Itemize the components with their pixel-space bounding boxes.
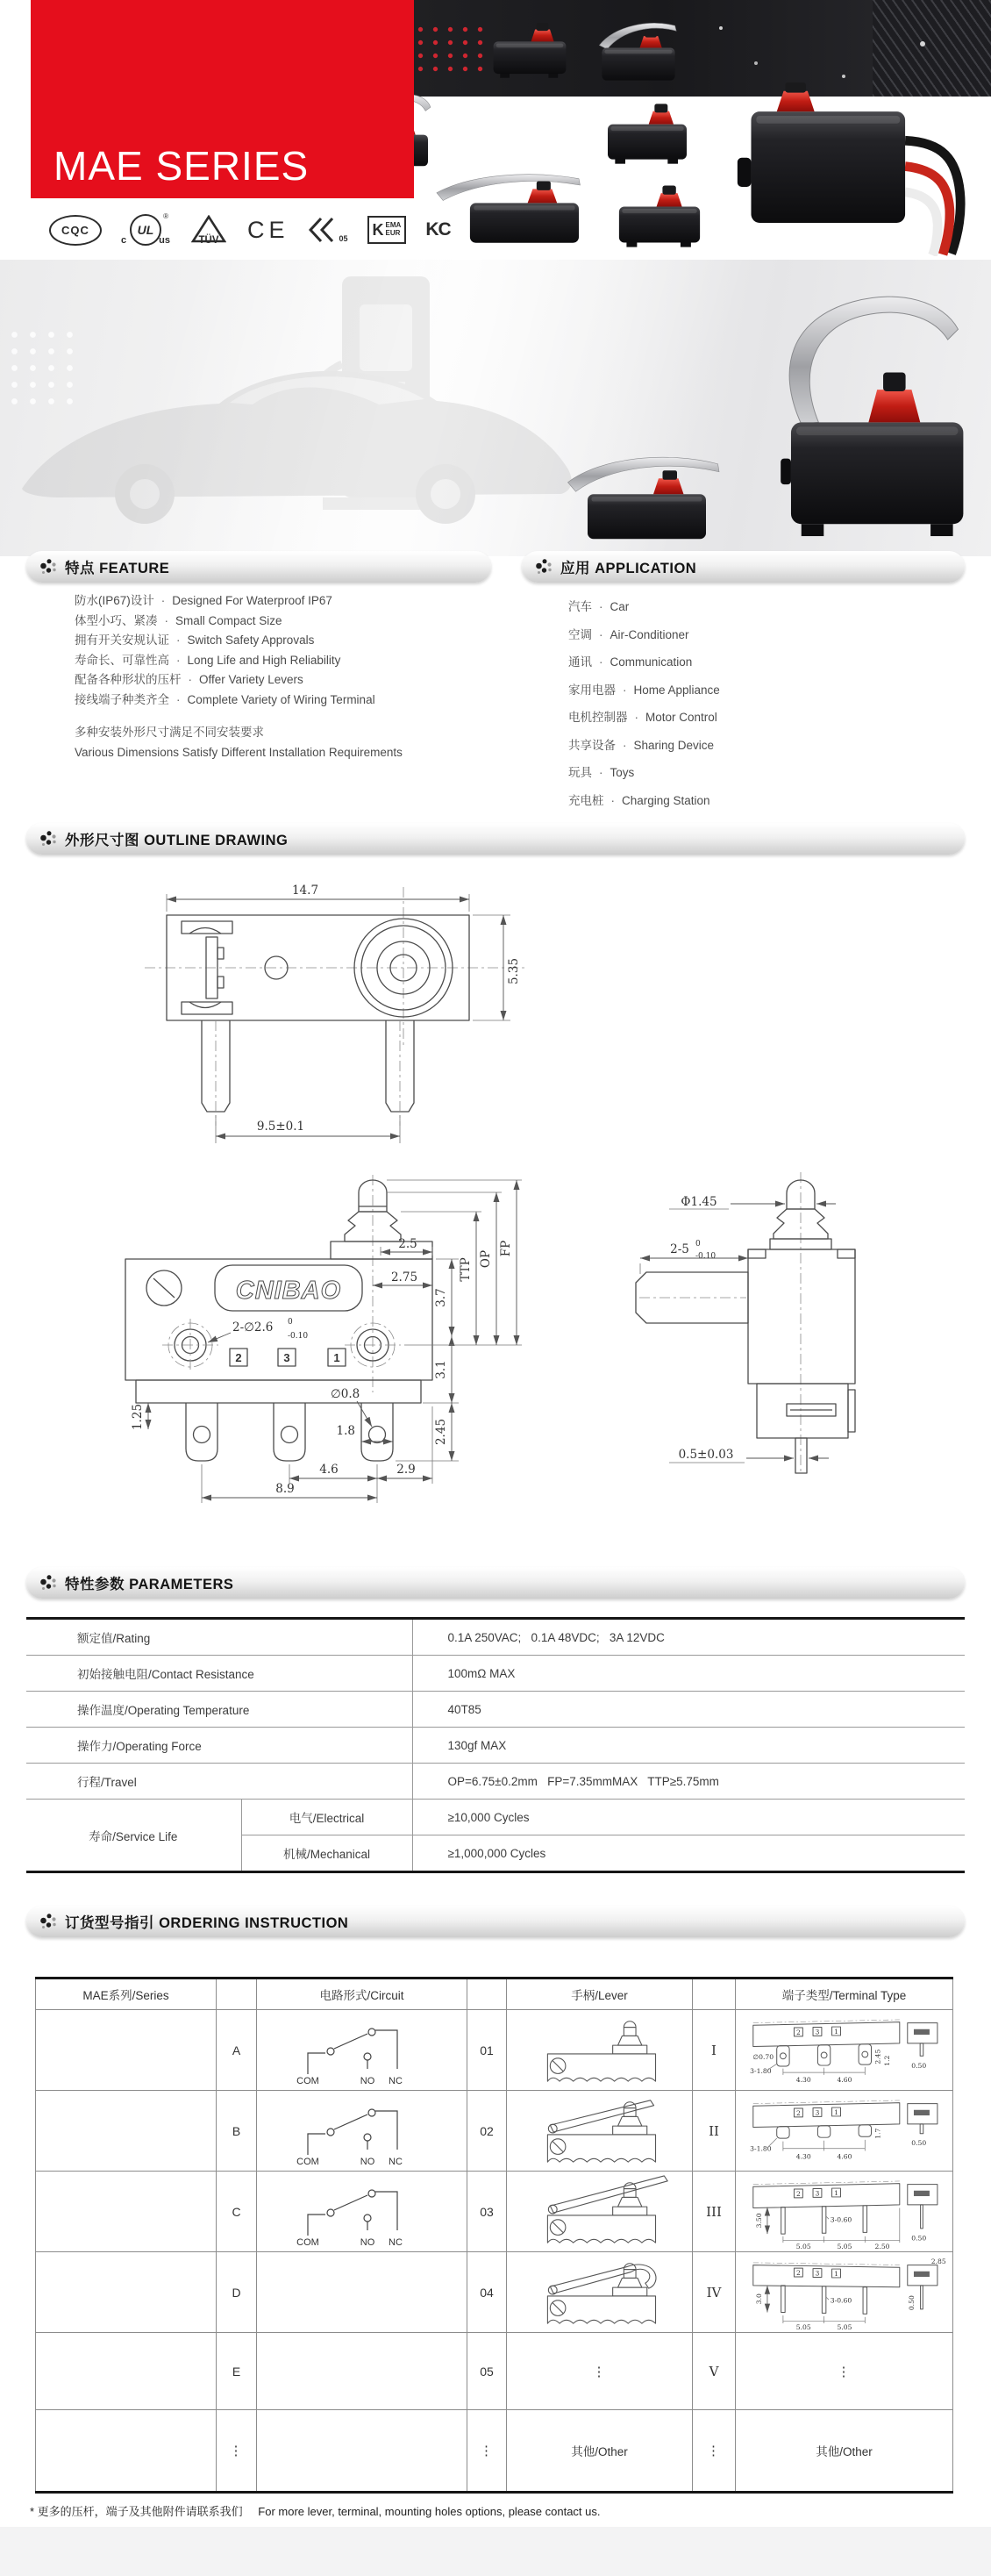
certification-logos <box>49 211 451 249</box>
dim-label: 5.05 <box>795 2242 811 2250</box>
ul-text: UL <box>130 214 161 246</box>
dim-label: 5.35 <box>507 957 521 985</box>
application-item <box>568 593 720 621</box>
application-item-zh: 共享设备 <box>568 738 616 752</box>
application-item <box>568 787 720 815</box>
bullet-separator: · <box>599 766 603 779</box>
terminal-number: 2 <box>795 2189 801 2198</box>
application-item <box>568 621 720 649</box>
circuit-label-com: COM <box>296 2156 319 2167</box>
circuit-label-com: COM <box>296 2236 319 2248</box>
terminal-cell <box>736 2172 953 2252</box>
parameters-table <box>26 1617 965 1873</box>
dim-label: 2.75 <box>390 1270 418 1284</box>
ordering-header-lever: 手柄/Lever <box>507 1979 693 2010</box>
dim-label: 4.30 <box>795 2151 811 2160</box>
ordering-row <box>36 2252 953 2333</box>
param-value: ≥10,000 Cycles <box>412 1800 965 1835</box>
circuit-cell <box>257 2172 467 2252</box>
terminal-cell: 其他/Other <box>736 2410 953 2493</box>
series-cell <box>36 2172 217 2252</box>
dim-label: 2.85 <box>930 2257 946 2265</box>
dim-label: ∅0.8 <box>331 1387 360 1401</box>
ul-us-text: us <box>159 235 170 246</box>
lever-drawing-04 <box>525 2255 674 2330</box>
application-section-header <box>522 551 965 583</box>
terminal-cell <box>736 2091 953 2172</box>
series-title: MAE SERIES <box>53 143 310 189</box>
feature-item-en: Switch Safety Approvals <box>187 633 315 647</box>
circuit-cell <box>257 2010 467 2091</box>
feature-item-en: Complete Variety of Wiring Terminal <box>187 692 375 706</box>
outline-section-header <box>26 823 965 855</box>
feature-item-en: Designed For Waterproof IP67 <box>172 594 332 607</box>
letter-cell: C <box>217 2172 257 2252</box>
dim-label: 0.50 <box>911 2233 927 2242</box>
dim-label: -0.10 <box>695 1252 717 1261</box>
code-cell: 03 <box>467 2172 507 2252</box>
section-dots-icon <box>39 829 58 848</box>
dim-label: 3.1 <box>434 1360 448 1379</box>
param-row <box>26 1656 965 1692</box>
application-item-en: Communication <box>610 655 693 669</box>
ce-text: CE <box>247 216 289 243</box>
feature-item-en: Long Life and High Reliability <box>187 653 341 667</box>
feature-item-zh: 寿命长、可靠性高 <box>75 653 169 667</box>
circuit-diagram <box>266 2093 459 2169</box>
cqc-logo <box>49 215 102 246</box>
product-photo-switch-lever <box>593 9 684 89</box>
product-photo-switch-wires <box>726 81 985 256</box>
ce-logo <box>247 217 289 244</box>
feature-note-zh: 多种安装外形尺寸满足不同安装要求 <box>75 726 264 739</box>
dim-label: ∅0.70 <box>752 2052 774 2061</box>
bullet-separator: · <box>623 683 627 697</box>
terminal-number: 2 <box>235 1351 242 1364</box>
application-item-en: Toys <box>610 766 635 779</box>
application-item-en: Car <box>610 600 630 613</box>
roman-cell: V <box>693 2333 736 2410</box>
product-photo-switch-plunger <box>489 14 570 82</box>
circuit-label-com: COM <box>296 2075 319 2086</box>
param-sublabel: 机械/Mechanical <box>241 1835 412 1872</box>
light-dots <box>719 26 723 30</box>
ordering-row <box>36 2333 953 2410</box>
product-photo-switch-long-lever <box>431 168 598 249</box>
terminal-drawing-4 <box>737 2254 952 2331</box>
code-cell: 02 <box>467 2091 507 2172</box>
bullet-separator: · <box>610 793 615 807</box>
param-value: 100mΩ MAX <box>412 1656 965 1692</box>
dim-label: 0 <box>695 1240 701 1249</box>
ul-logo <box>121 212 170 247</box>
section-dots-icon <box>39 1573 58 1592</box>
application-item-en: Home Appliance <box>633 683 720 697</box>
dim-label: TTP <box>459 1257 473 1282</box>
param-value: 0.1A 250VAC; 0.1A 48VDC; 3A 12VDC <box>412 1619 965 1656</box>
terminal-number: 2 <box>795 2268 801 2277</box>
brand-logo-text: CNIBAO <box>235 1277 342 1305</box>
feature-item-zh: 体型小巧、紧凑 <box>75 613 158 627</box>
application-item <box>568 759 720 787</box>
param-label: 初始接触电阻/Contact Resistance <box>26 1656 412 1692</box>
product-photo-switch-lever-2 <box>561 432 732 550</box>
application-item-en: Charging Station <box>622 793 710 807</box>
param-row <box>26 1800 965 1835</box>
application-title: 应用 APPLICATION <box>560 561 697 576</box>
application-item <box>568 704 720 732</box>
terminal-cell: ⋮ <box>736 2333 953 2410</box>
application-item-en: Sharing Device <box>633 738 715 752</box>
terminal-number: 2 <box>795 2028 801 2036</box>
bullet-separator: · <box>164 613 168 627</box>
outline-front-view-drawing <box>110 1171 561 1518</box>
letter-cell: ⋮ <box>217 2410 257 2493</box>
dim-label: 1.25 <box>131 1403 145 1431</box>
terminal-number: 3 <box>815 2028 820 2036</box>
ordering-header-spacer <box>693 1979 736 2010</box>
param-label: 行程/Travel <box>26 1764 412 1800</box>
kc-text: KC <box>425 219 451 240</box>
circuit-label-no: NO <box>360 2236 374 2248</box>
circuit-diagram <box>266 2174 459 2250</box>
series-cell <box>36 2091 217 2172</box>
feature-item-zh: 防水(IP67)设计 <box>75 594 154 607</box>
terminal-number: 1 <box>834 2107 838 2116</box>
lever-drawing-03 <box>525 2174 674 2250</box>
bullet-separator: · <box>188 673 192 686</box>
bullet-separator: · <box>623 738 627 752</box>
terminal-number: 3 <box>815 2108 820 2117</box>
lever-cell <box>507 2172 693 2252</box>
dim-label: 2.5 <box>398 1237 417 1251</box>
terminal-number: 3 <box>815 2269 820 2278</box>
lever-cell <box>507 2091 693 2172</box>
application-item-zh: 充电桩 <box>568 793 604 807</box>
dim-label: 2.9 <box>396 1463 416 1477</box>
feature-title: 特点 FEATURE <box>65 561 170 576</box>
ordering-row <box>36 2091 953 2172</box>
code-cell: ⋮ <box>467 2410 507 2493</box>
param-label: 操作力/Operating Force <box>26 1728 412 1764</box>
bottom-background <box>0 2527 991 2576</box>
ordering-row <box>36 2172 953 2252</box>
roman-cell: I <box>693 2010 736 2091</box>
feature-item-zh: 接线端子种类齐全 <box>75 692 169 706</box>
terminal-drawing-2 <box>737 2093 952 2170</box>
dim-label: 5.05 <box>837 2322 852 2331</box>
roman-cell: II <box>693 2091 736 2172</box>
bullet-separator: · <box>160 594 166 607</box>
dim-label: 0.5±0.03 <box>678 1448 734 1462</box>
param-row <box>26 1692 965 1728</box>
dim-label: 9.5±0.1 <box>256 1120 305 1134</box>
dim-label: Φ1.45 <box>681 1195 717 1209</box>
car-photo <box>22 371 572 524</box>
series-cell <box>36 2410 217 2493</box>
dim-label: 2.45 <box>873 2049 882 2064</box>
application-list <box>568 593 720 814</box>
dim-label: 1.2 <box>883 2055 892 2066</box>
terminal-number: 1 <box>333 1351 340 1364</box>
code-cell: 05 <box>467 2333 507 2410</box>
circuit-diagram <box>266 2013 459 2088</box>
circuit-cell <box>257 2410 467 2493</box>
roman-cell: ⋮ <box>693 2410 736 2493</box>
application-item-zh: 通讯 <box>568 655 592 669</box>
dim-label: 4.6 <box>319 1463 339 1477</box>
letter-cell: D <box>217 2252 257 2333</box>
dim-label: 1.8 <box>336 1424 355 1438</box>
circuit-label-nc: NC <box>388 2236 403 2248</box>
dim-label: OP <box>479 1249 493 1269</box>
terminal-number: 1 <box>834 2027 838 2036</box>
feature-section-header <box>26 551 491 583</box>
dim-label: 0.50 <box>907 2294 916 2310</box>
bullet-separator: · <box>599 655 603 669</box>
dim-label: 14.7 <box>291 884 319 898</box>
feature-item <box>75 670 403 691</box>
kc-logo <box>425 219 450 240</box>
dim-label: 2-∅2.6 <box>232 1320 274 1335</box>
application-item <box>568 648 720 676</box>
dim-label: 4.60 <box>837 2151 852 2160</box>
ordering-header-row <box>36 1979 953 2010</box>
outline-title: 外形尺寸图 OUTLINE DRAWING <box>65 833 289 848</box>
product-photo-switch-plunger-3 <box>614 178 705 250</box>
feature-item <box>75 631 403 651</box>
dim-label: 4.30 <box>795 2075 811 2084</box>
feature-item <box>75 651 403 671</box>
param-row <box>26 1728 965 1764</box>
feature-item <box>75 612 403 632</box>
circuit-label-no: NO <box>360 2156 374 2167</box>
param-value: 40T85 <box>412 1692 965 1728</box>
feature-item <box>75 691 403 711</box>
dim-label: 3.0 <box>754 2293 763 2304</box>
parameters-section-header <box>26 1567 965 1599</box>
application-item <box>568 732 720 760</box>
terminal-number: 3 <box>815 2189 820 2198</box>
ordering-header-circuit: 电路形式/Circuit <box>257 1979 467 2010</box>
dim-label: 3.7 <box>434 1288 448 1307</box>
lever-cell: ⋮ <box>507 2333 693 2410</box>
circuit-cell <box>257 2091 467 2172</box>
dim-label: -0.10 <box>288 1332 309 1341</box>
lever-cell <box>507 2252 693 2333</box>
product-photo-switch-plunger-2 <box>603 97 691 167</box>
dim-label: 3-1.80 <box>750 2066 772 2075</box>
dim-label: 3-0.60 <box>830 2296 852 2305</box>
dim-label: 2.50 <box>874 2242 890 2250</box>
dim-label: 0.50 <box>911 2138 927 2147</box>
circuit-label-nc: NC <box>388 2156 403 2167</box>
mark05-text: 05 <box>339 234 348 243</box>
section-dots-icon <box>39 557 58 576</box>
kema-ema-text: EMA <box>385 221 402 230</box>
application-item-zh: 电机控制器 <box>568 711 628 724</box>
bullet-separator: · <box>634 711 638 724</box>
outline-top-view-drawing <box>132 873 544 1167</box>
circuit-label-no: NO <box>360 2075 374 2086</box>
terminal-cell <box>736 2252 953 2333</box>
bullet-separator: · <box>176 692 181 706</box>
feature-item-zh: 拥有开关安规认证 <box>75 633 169 647</box>
feature-note-en: Various Dimensions Satisfy Different Installation Requirements <box>75 745 403 759</box>
feature-item-zh: 配备各种形状的压杆 <box>75 673 182 686</box>
dim-label: 3-0.60 <box>830 2215 852 2224</box>
footer-note-en: For more lever, terminal, mounting holes options, please contact us. <box>258 2505 601 2518</box>
letter-cell: A <box>217 2010 257 2091</box>
ordering-header-spacer <box>217 1979 257 2010</box>
tuv-logo <box>189 215 228 246</box>
product-photo-switch-hook-lever <box>741 285 982 550</box>
ordering-row <box>36 2410 953 2493</box>
chevron-mark-icon <box>309 217 339 243</box>
param-row <box>26 1619 965 1656</box>
letter-cell: E <box>217 2333 257 2410</box>
terminal-number: 3 <box>283 1351 290 1364</box>
application-item-zh: 汽车 <box>568 600 592 613</box>
ordering-header-series: MAE系列/Series <box>36 1979 217 2010</box>
kema-k-text: K <box>372 220 384 239</box>
circuit-cell <box>257 2333 467 2410</box>
code-cell: 04 <box>467 2252 507 2333</box>
param-value: ≥1,000,000 Cycles <box>412 1835 965 1872</box>
section-dots-icon <box>534 557 553 576</box>
param-label: 操作温度/Operating Temperature <box>26 1692 412 1728</box>
series-cell <box>36 2010 217 2091</box>
terminal-drawing-1 <box>737 2012 952 2089</box>
dim-label: FP <box>499 1240 513 1257</box>
code-cell: 01 <box>467 2010 507 2091</box>
application-item-zh: 空调 <box>568 627 592 641</box>
series-banner <box>31 0 414 198</box>
outline-side-view-drawing <box>566 1169 890 1478</box>
terminal-number: 2 <box>795 2108 801 2117</box>
series-cell <box>36 2333 217 2410</box>
enec-05-logo <box>309 217 348 243</box>
lever-drawing-01 <box>525 2013 674 2088</box>
dim-label: 0 <box>288 1318 293 1327</box>
circuit-label-nc: NC <box>388 2075 403 2086</box>
terminal-number: 1 <box>834 2269 838 2278</box>
footer-note <box>26 2497 965 2530</box>
bullet-separator: · <box>176 633 181 647</box>
application-item-en: Motor Control <box>645 711 717 724</box>
dim-label: 0.50 <box>911 2061 927 2070</box>
roman-cell: IV <box>693 2252 736 2333</box>
terminal-drawing-3 <box>737 2173 952 2250</box>
section-dots-icon <box>39 1912 58 1931</box>
letter-cell: B <box>217 2091 257 2172</box>
application-item-en: Air-Conditioner <box>610 627 689 641</box>
application-item-zh: 家用电器 <box>568 683 616 697</box>
dim-label: 8.9 <box>275 1482 295 1496</box>
lever-cell <box>507 2010 693 2091</box>
param-label: 额定值/Rating <box>77 1632 151 1645</box>
footer-note-zh: * 更多的压杆，端子及其他附件请联系我们 <box>30 2505 243 2518</box>
kema-eur-text: EUR <box>385 229 401 237</box>
ul-reg-text: ® <box>163 212 168 220</box>
kema-keur-logo <box>367 216 407 244</box>
bullet-separator: · <box>176 653 181 667</box>
feature-item <box>75 591 403 612</box>
parameters-title: 特性参数 PARAMETERS <box>65 1577 234 1592</box>
dim-label: 3.50 <box>754 2212 763 2228</box>
bullet-separator: · <box>599 627 603 641</box>
param-row <box>26 1764 965 1800</box>
ordering-row <box>36 2010 953 2091</box>
tuv-text: TÜV <box>198 234 219 246</box>
param-value: 130gf MAX <box>412 1728 965 1764</box>
ul-c-text: c <box>121 235 127 246</box>
roman-cell: III <box>693 2172 736 2252</box>
series-cell <box>36 2252 217 2333</box>
ordering-header-terminal: 端子类型/Terminal Type <box>736 1979 953 2010</box>
dim-label: 4.60 <box>837 2075 852 2084</box>
circuit-cell <box>257 2252 467 2333</box>
ordering-section-header <box>26 1906 965 1937</box>
ordering-header-spacer <box>467 1979 507 2010</box>
param-value: OP=6.75±0.2mm FP=7.35mmMAX TTP≥5.75mm <box>412 1764 965 1800</box>
application-item-zh: 玩具 <box>568 766 592 779</box>
dim-label: 3-1.80 <box>750 2143 772 2152</box>
bullet-separator: · <box>599 600 603 613</box>
terminal-number: 1 <box>834 2188 838 2197</box>
dim-label: 5.05 <box>837 2242 852 2250</box>
cqc-text: CQC <box>61 223 89 237</box>
dim-label: 5.05 <box>795 2322 811 2331</box>
lever-drawing-02 <box>525 2093 674 2169</box>
feature-list <box>75 591 403 762</box>
feature-item-en: Offer Variety Levers <box>199 673 303 686</box>
dim-label: 2.45 <box>434 1418 448 1446</box>
feature-item-en: Small Compact Size <box>175 613 282 627</box>
dim-label: 1.7 <box>873 2128 882 2139</box>
terminal-cell <box>736 2010 953 2091</box>
car-charging-photo <box>0 259 596 557</box>
param-label-service-life: 寿命/Service Life <box>26 1800 241 1872</box>
ordering-title: 订货型号指引 ORDERING INSTRUCTION <box>65 1915 349 1931</box>
param-sublabel: 电气/Electrical <box>241 1800 412 1835</box>
ordering-table <box>35 1977 953 2494</box>
dim-label: 2-5 <box>670 1242 689 1256</box>
lever-cell: 其他/Other <box>507 2410 693 2493</box>
application-item <box>568 676 720 705</box>
